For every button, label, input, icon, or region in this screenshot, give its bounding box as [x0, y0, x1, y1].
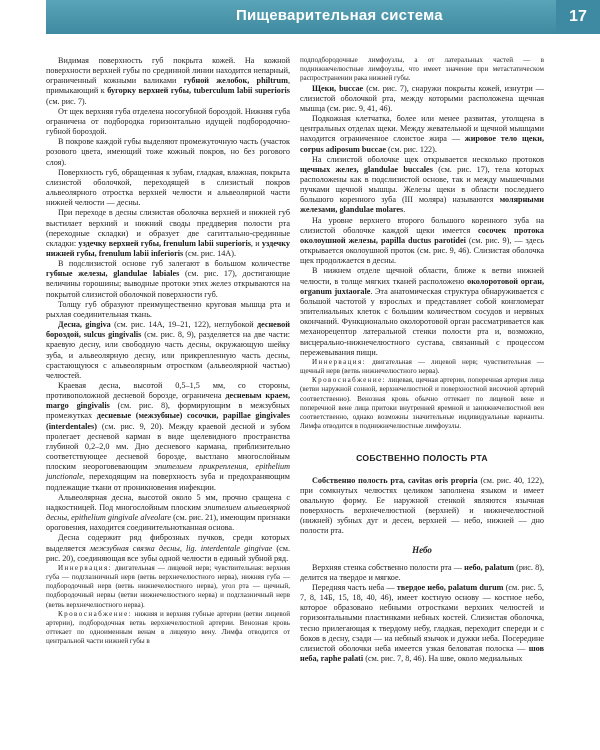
paragraph: Краевая десна, высотой 0,5–1,5 мм, со стороны, противоположной десневой борозде, ограничена десневым краем, margo gingivalis (см. рис. 8), формирующим в межзубных промежутках десневые (межзубные) сосочки, papillae gingivales (interdentales) (см. рис. 9, 20). Между краевой десной и зубом пролегает десневой карман в виде щелевидного пространства глубиной 0,2–2,0 мм. Дно десневого кармана, приблизительно соответствующее десневой борозде, выстлано многослойным плоским неороговевающим эпителием прикрепления, epithelium junctionale, переходящим на поверхность зуба и предохраняющим подлежащие ткани от проникновения инфекции.	[46, 381, 291, 492]
paragraph: подподбородочные лимфоузлы, а от латеральных частей — в поднижнечелюстные лимфоузлы, что имеет значение при метастатическом распространении рака нижней губы.	[300, 56, 544, 83]
chapter-title-bar	[46, 0, 556, 34]
blood-supply-note: Кровоснабжение: нижняя и верхняя губные артерии (ветви лицевой артерии), подбородочная ветвь верхнечелюстной артерии. Венозная кровь оттекает по одноименным венам в лицевую вену. Лимфа отводится от центральной части нижней губы в	[46, 609, 290, 646]
paragraph: Поверхность губ, обращенная к зубам, гладкая, влажная, покрыта слизистой оболочкой, переходящей в слизистый покров альвеолярного отростка верхней челюсти и альвеолярной части нижней челюсти — десны.	[46, 167, 290, 208]
subsection-heading: Небо	[412, 544, 432, 555]
paragraph: Толщу губ образуют преимущественно круговая мышца рта и рыхлая соединительная ткань.	[46, 299, 290, 319]
paragraph: В подслизистой основе губ залегают в большом количестве губные железы, glandulae labiales (см. рис. 17), достигающие величины горошины; выводные протоки этих желез открываются на покрытой слизистой оболочкой поверхности губ.	[46, 259, 290, 299]
paragraph: От щек верхняя губа отделена носогубной бороздой. Нижняя губа ограничена от подбородка горизонтально идущей подбородочно-губной бороздой.	[46, 106, 290, 137]
paragraph: Собственно полость рта, cavitas oris propria (см. рис. 40, 122), при сомкнутых челюстях целиком заполнена языком и имеет овальную форму. Ее наружной стенкой являются язычная поверхность верхнечелюстной (верхней) и нижнечелюстной (нижней) зубных дуг и десен, верхней — небо, нижней — дно полости рта.	[300, 475, 544, 536]
paragraph: Десна содержит ряд фиброзных пучков, среди которых выделяется межзубная связка десны, lig. interdentale gingivae (см. рис. 20), соединяющая все зубы одной челюсти в единый зубной ряд.	[46, 533, 290, 563]
page-number: 17	[556, 0, 600, 34]
chapter-title: Пищеварительная система	[236, 7, 443, 24]
paragraph: Подкожная клетчатка, более или менее развитая, утолщена в центральных отделах щеки. Между жевательной и щечной мышцами находится ограниченное слоистое жира — жировое тело щеки, corpus adiposum buccae (см. рис. 122).	[300, 114, 544, 154]
paragraph: Щеки, buccae (см. рис. 7), снаружи покрыты кожей, изнутри — слизистой оболочкой рта, между которыми расположена щечная мышца (см. рис. 9, 41, 46).	[300, 83, 544, 113]
paragraph: При переходе в десны слизистая оболочка верхней и нижней губ выстилает верхний и нижний своды преддверия полости рта (переходные складки) и образует две сагиттально-срединные складки: уздечку верхней губы, frenulum labii superioris, и уздечку нижней губы, frenulum labii inferioris (см. рис. 14А).	[46, 208, 290, 258]
paragraph: На уровне верхнего второго большого коренного зуба на слизистой оболочке каждой щеки имеется сосочек протока околоушной железы, papilla ductus parotidei (см. рис. 9), — здесь открывается околоушной проток (см. рис. 9, 46). Слизистая оболочка щек продолжается в десны.	[300, 215, 544, 266]
blood-supply-note: Кровоснабжение: лицевая, щечная артерии, поперечная артерия лица (ветви наружной сонной, верхнечелюстной и поверхностной височной артерий соответственно). Венозная кровь обычно оттекает по лицевой вене и поперечной вене лица притоки внутренней яремной и занижнечелюстной вен соответственно, однако возможны значительные индивидуальные варианты. Лимфа отводится в поднижнечелюстные лимфоузлы.	[300, 376, 544, 431]
section-heading: СОБСТВЕННО ПОЛОСТЬ РТА	[356, 453, 488, 464]
innervation-note: Иннервация: двигательная — лицевой нерв; чувствительная — щечный нерв (ветвь нижнечелюстного нерва).	[300, 357, 544, 376]
page-header	[0, 0, 600, 44]
paragraph: В нижнем отделе щечной области, ближе к ветви нижней челюсти, в толще мягких тканей расположено околоротовой орган, organum juxtaorale. Эта анатомическая структура обнаруживается с большой частотой у взрослых и представляет собой конгломерат эпителиальных клеток с большим количеством сосудов и нервных окончаний. Функционально околоротовой орган рассматривается как механорецептор латеральной стенки полости рта и, возможно, висцерально-нижнечелюстного сустава, связанный с процессом пережевывания пищи.	[300, 266, 544, 357]
innervation-note: Иннервация: двигательная — лицевой нерв; чувствительная: верхняя губа — подглазничный нерв (ветвь верхнечелюстного нерва), нижняя губа — подбородочный нерв (ветвь нижнечелюстного нерва), угол рта — щечный, подбородочный нервы (ветви нижнечелюстного нерва) и подглазничный нерв (ветвь верхнечелюстного нерва).	[46, 563, 290, 609]
paragraph: Верхняя стенка собственно полости рта — небо, palatum (рис. 8), делится на твердое и мягкое.	[300, 562, 545, 582]
paragraph: Альвеолярная десна, высотой около 5 мм, прочно сращена с надкостницей. Под многослойным плоским эпителием альвеолярной десны, epithelium gingivale alveolare (см. рис. 21), имеющим признаки ороговения, находится соединительнотканная основа.	[46, 492, 291, 533]
paragraph: В покрове каждой губы выделяют промежуточную часть (участок розового цвета, имеющий тоже кожный покров, но без рогового слоя).	[46, 137, 290, 167]
left-column	[46, 56, 290, 647]
paragraph: На слизистой оболочке щек открывается несколько протоков щечных желез, glandulae buccales (см. рис. 17), тела которых расположены как в подслизистой основе, так и между мышечными пучками щечной мышцы. Железы щеки в области последнего большого коренного зуба (III моляра) называются молярными железами, glandulae molares.	[300, 154, 544, 215]
paragraph: Передняя часть неба — твердое небо, palatum durum (см. рис. 5, 7, 8, 14Б, 15, 18, 40, 46), имеет костную основу — костное небо, которое образовано небными отростками верхних челюстей и горизонтальными пластинками небных костей. Слизистая оболочка, тесно прилегающая к твердому небу, гладкая, переходит спереди и с боков в десну, сзади — на небный язычок и дужки неба. Посередине слизистой оболочки неба имеется узкая беловатая полоска — шов неба, raphe palati (см. рис. 7, 8, 46). На шве, около медиальных	[300, 583, 544, 664]
right-column	[300, 56, 544, 664]
paragraph: Десна, gingiva (см. рис. 14А, 19–21, 122), неглубокой десневой бороздой, sulcus gingivalis (см. рис. 8, 9), разделяется на две части: краевую десну, или свободную часть десны, окружающую шейку зуба, и альвеолярную десну, или прикрепленную часть десны, срастающуюся с альвеолярным отростком (альвеолярной частью) челюстей.	[46, 320, 290, 380]
paragraph: Видимая поверхность губ покрыта кожей. На кожной поверхности верхней губы по срединной линии находится непарный, ограниченный кожными валиками губной желобок, philtrum, примыкающий к бугорку верхней губы, tuberculum labii superioris (см. рис. 7).	[46, 56, 290, 106]
